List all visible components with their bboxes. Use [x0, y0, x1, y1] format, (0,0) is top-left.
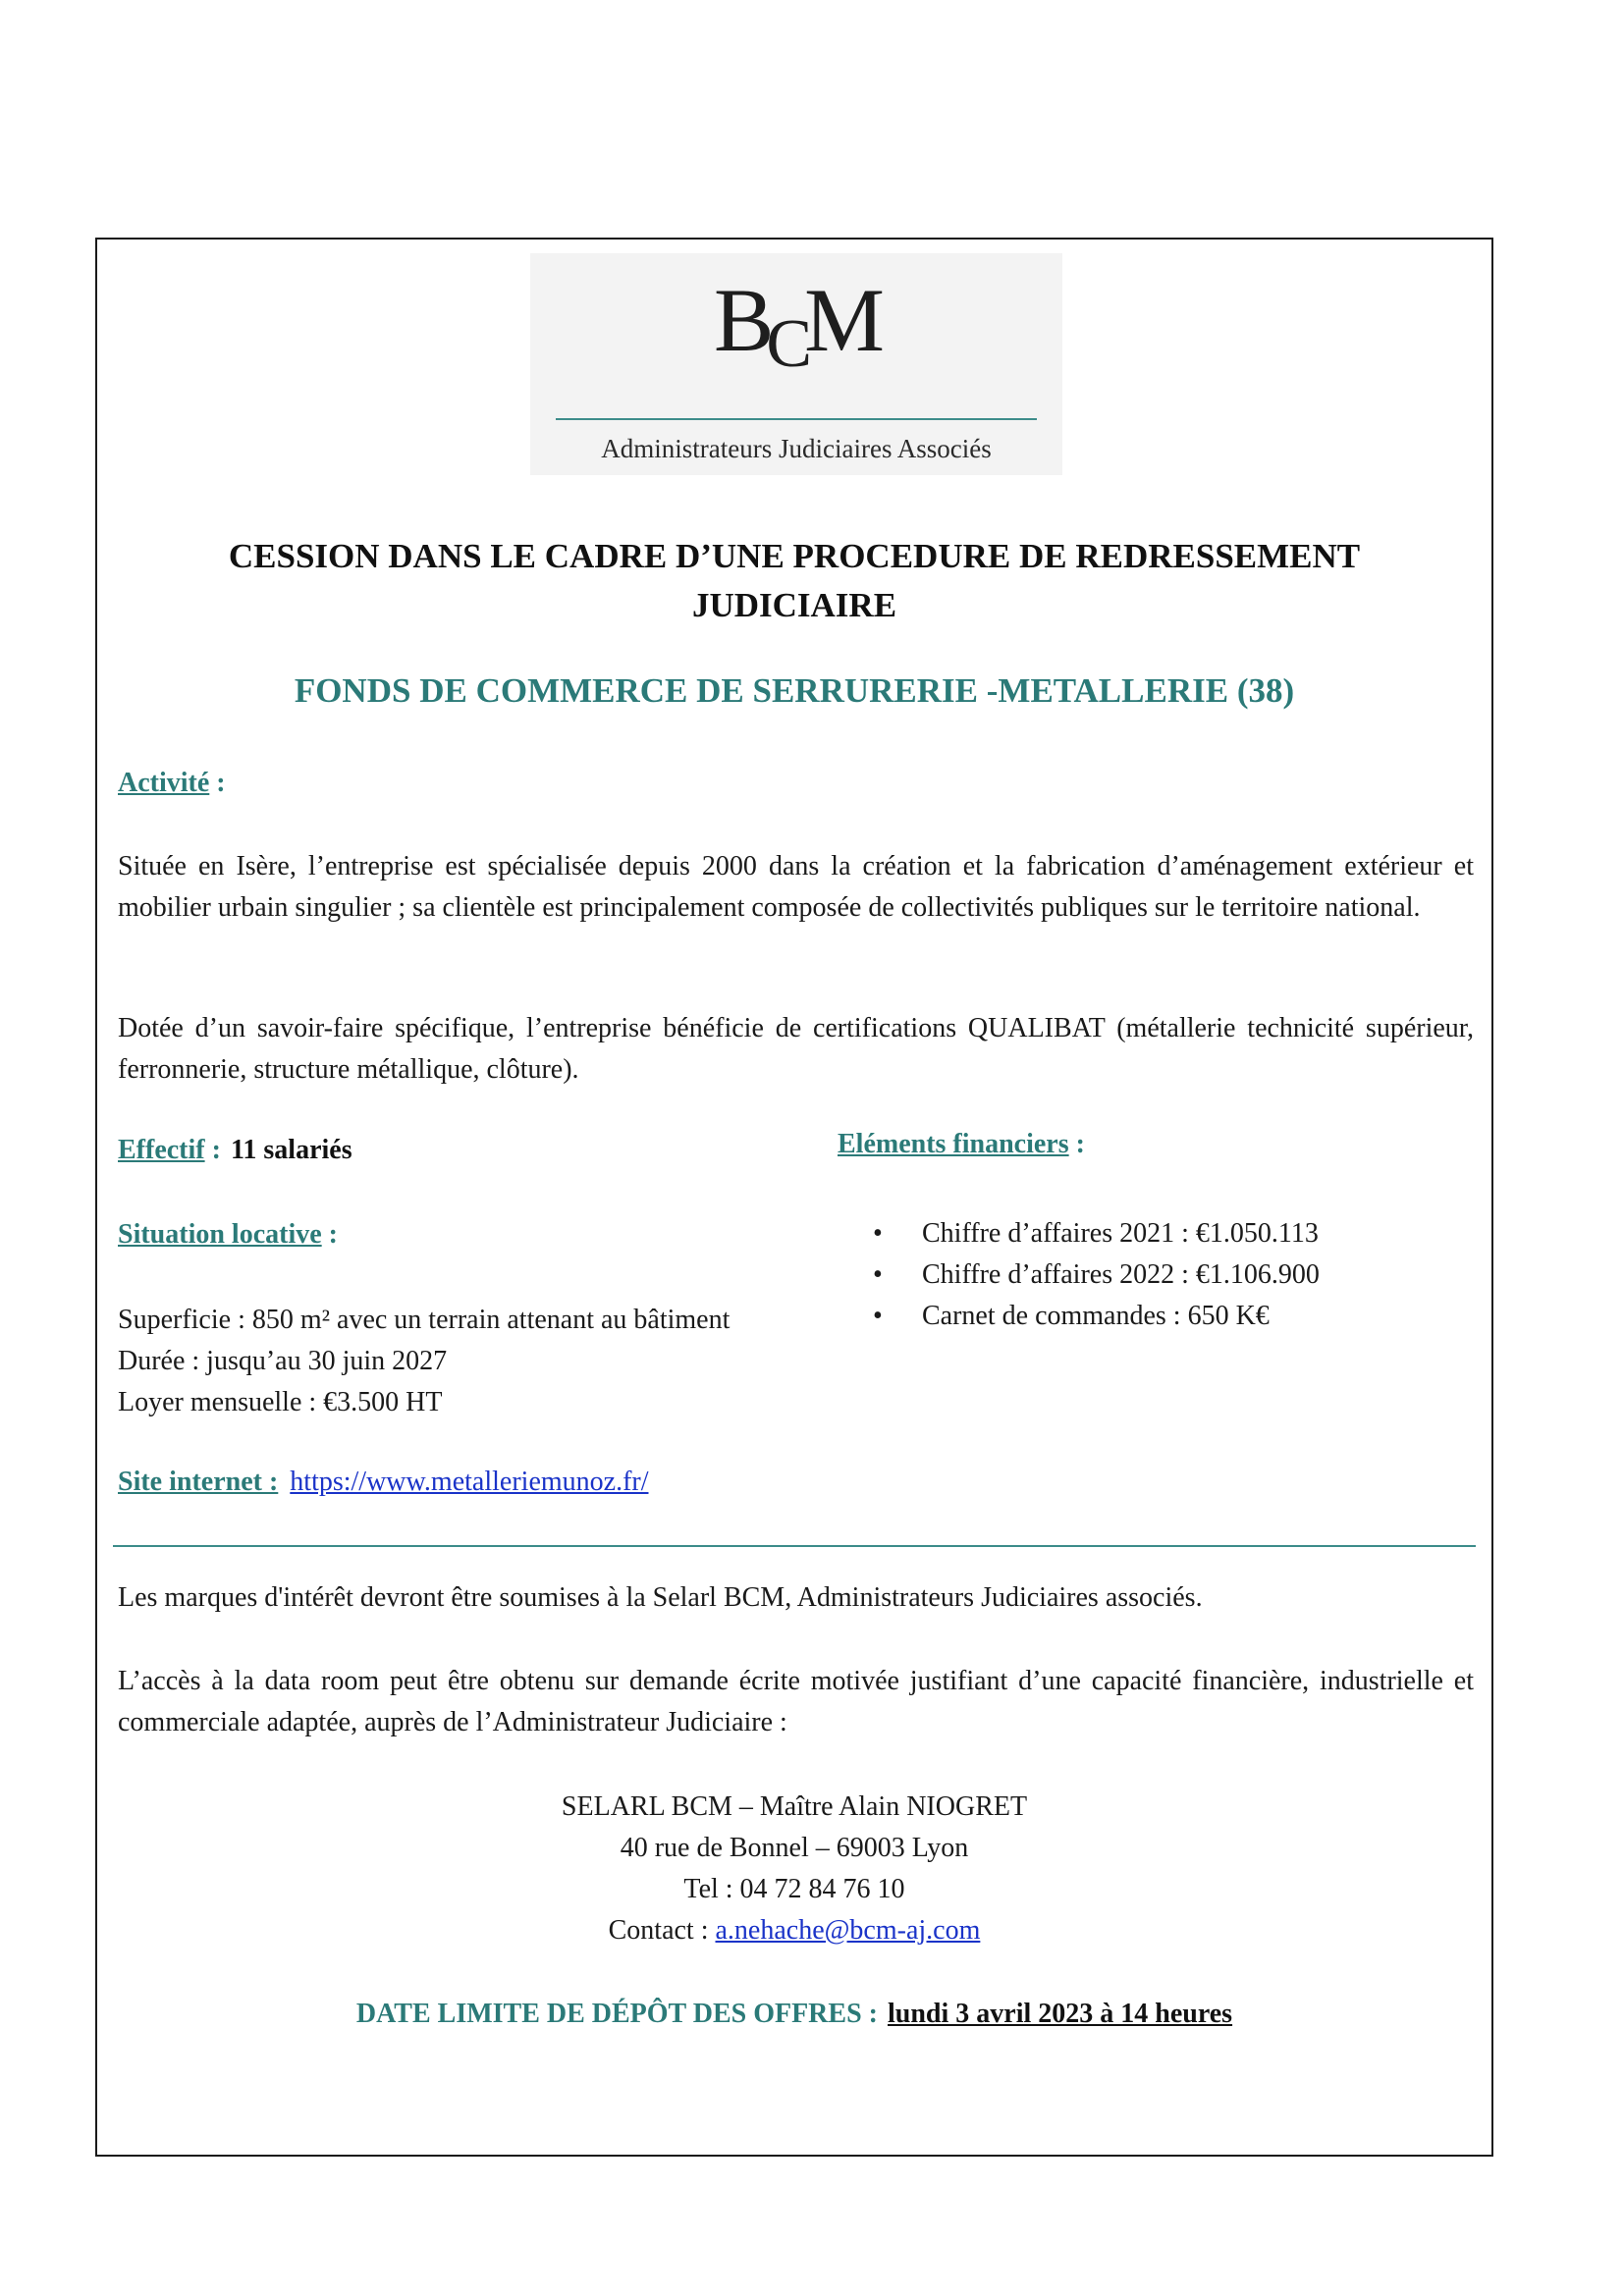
section-divider — [113, 1545, 1476, 1547]
logo-letter-c: C — [766, 306, 807, 382]
logo-letter-m: M — [804, 270, 879, 370]
activite-label: Activité — [118, 768, 210, 798]
logo-divider — [556, 418, 1037, 420]
contact-email-row — [97, 1910, 1491, 1951]
site-internet-row — [118, 1467, 649, 1498]
situation-locative-colon: : — [321, 1219, 338, 1250]
situation-locative-label: Situation locative — [118, 1219, 322, 1250]
document-frame — [95, 238, 1493, 2157]
activite-paragraph-2: Dotée d’un savoir-faire spécifique, l’entreprise bénéficie de certifications QUALIBAT (métallerie technicité supérieur, ferronnerie, structure métallique, clôture). — [118, 1013, 1474, 1085]
list-item: • Carnet de commandes : 650 K€ — [873, 1296, 1320, 1337]
effectif-colon: : — [204, 1135, 221, 1165]
logo-subtitle: Administrateurs Judiciaires Associés — [601, 434, 992, 463]
contact-address: 40 rue de Bonnel – 69003 Lyon — [620, 1833, 969, 1863]
contact-block — [97, 1787, 1491, 1951]
loyer-line: Loyer mensuelle : €3.500 HT — [118, 1387, 443, 1417]
contact-name: SELARL BCM – Maître Alain NIOGRET — [561, 1791, 1028, 1822]
effectif-value: 11 salariés — [230, 1135, 352, 1165]
list-item: • Chiffre d’affaires 2022 : €1.106.900 — [873, 1255, 1320, 1296]
site-internet-link[interactable]: https://www.metalleriemunoz.fr/ — [290, 1467, 649, 1497]
effectif-row — [118, 1135, 352, 1166]
data-room-paragraph: L’accès à la data room peut être obtenu sur demande écrite motivée justifiant d’une capacité financière, industrielle et commerciale adaptée, auprès de l’Administrateur Judiciaire : — [118, 1666, 1474, 1737]
page-subtitle: FONDS DE COMMERCE DE SERRURERIE -METALLERIE (38) — [294, 671, 1295, 710]
situation-locative-details — [118, 1300, 730, 1423]
list-item: • Chiffre d’affaires 2021 : €1.050.113 — [873, 1213, 1320, 1255]
activite-paragraph-1: Située en Isère, l’entreprise est spécialisée depuis 2000 dans la création et la fabrication d’aménagement extérieur et mobilier urbain singulier ; sa clientèle est principalement composée de collectivités publiques sur le territoire national. — [118, 851, 1474, 923]
logo-letter-b: B — [714, 270, 769, 370]
page-title: CESSION DANS LE CADRE D’UNE PROCEDURE DE REDRESSEMENT JUDICIAIRE — [228, 537, 1361, 624]
deadline-date: lundi 3 avril 2023 à 14 heures — [887, 1999, 1233, 2029]
contact-email-label: Contact : — [608, 1915, 716, 1946]
contact-phone: Tel : 04 72 84 76 10 — [683, 1874, 905, 1904]
deadline-label: DATE LIMITE DE DÉPÔT DES OFFRES : — [355, 1999, 878, 2029]
superficie-line: Superficie : 850 m² avec un terrain attenant au bâtiment — [118, 1305, 731, 1335]
activite-colon: : — [209, 768, 226, 798]
site-internet-label: Site internet : — [118, 1467, 279, 1497]
logo-monogram — [530, 270, 1062, 382]
deadline-row — [97, 1999, 1491, 2030]
contact-email-link[interactable]: a.nehache@bcm-aj.com — [715, 1915, 981, 1946]
effectif-label: Effectif — [118, 1135, 205, 1165]
elements-financiers-colon: : — [1068, 1129, 1085, 1159]
bcm-logo — [530, 253, 1062, 475]
elements-financiers-heading — [838, 1129, 1085, 1160]
situation-locative-heading — [118, 1219, 338, 1251]
marques-interet-paragraph: Les marques d'intérêt devront être soumises à la Selarl BCM, Administrateurs Judiciaires associés. — [118, 1582, 1203, 1613]
activite-heading — [118, 768, 226, 799]
elements-financiers-list — [873, 1213, 1320, 1337]
duree-line: Durée : jusqu’au 30 juin 2027 — [118, 1346, 448, 1376]
elements-financiers-label: Eléments financiers — [838, 1129, 1069, 1159]
